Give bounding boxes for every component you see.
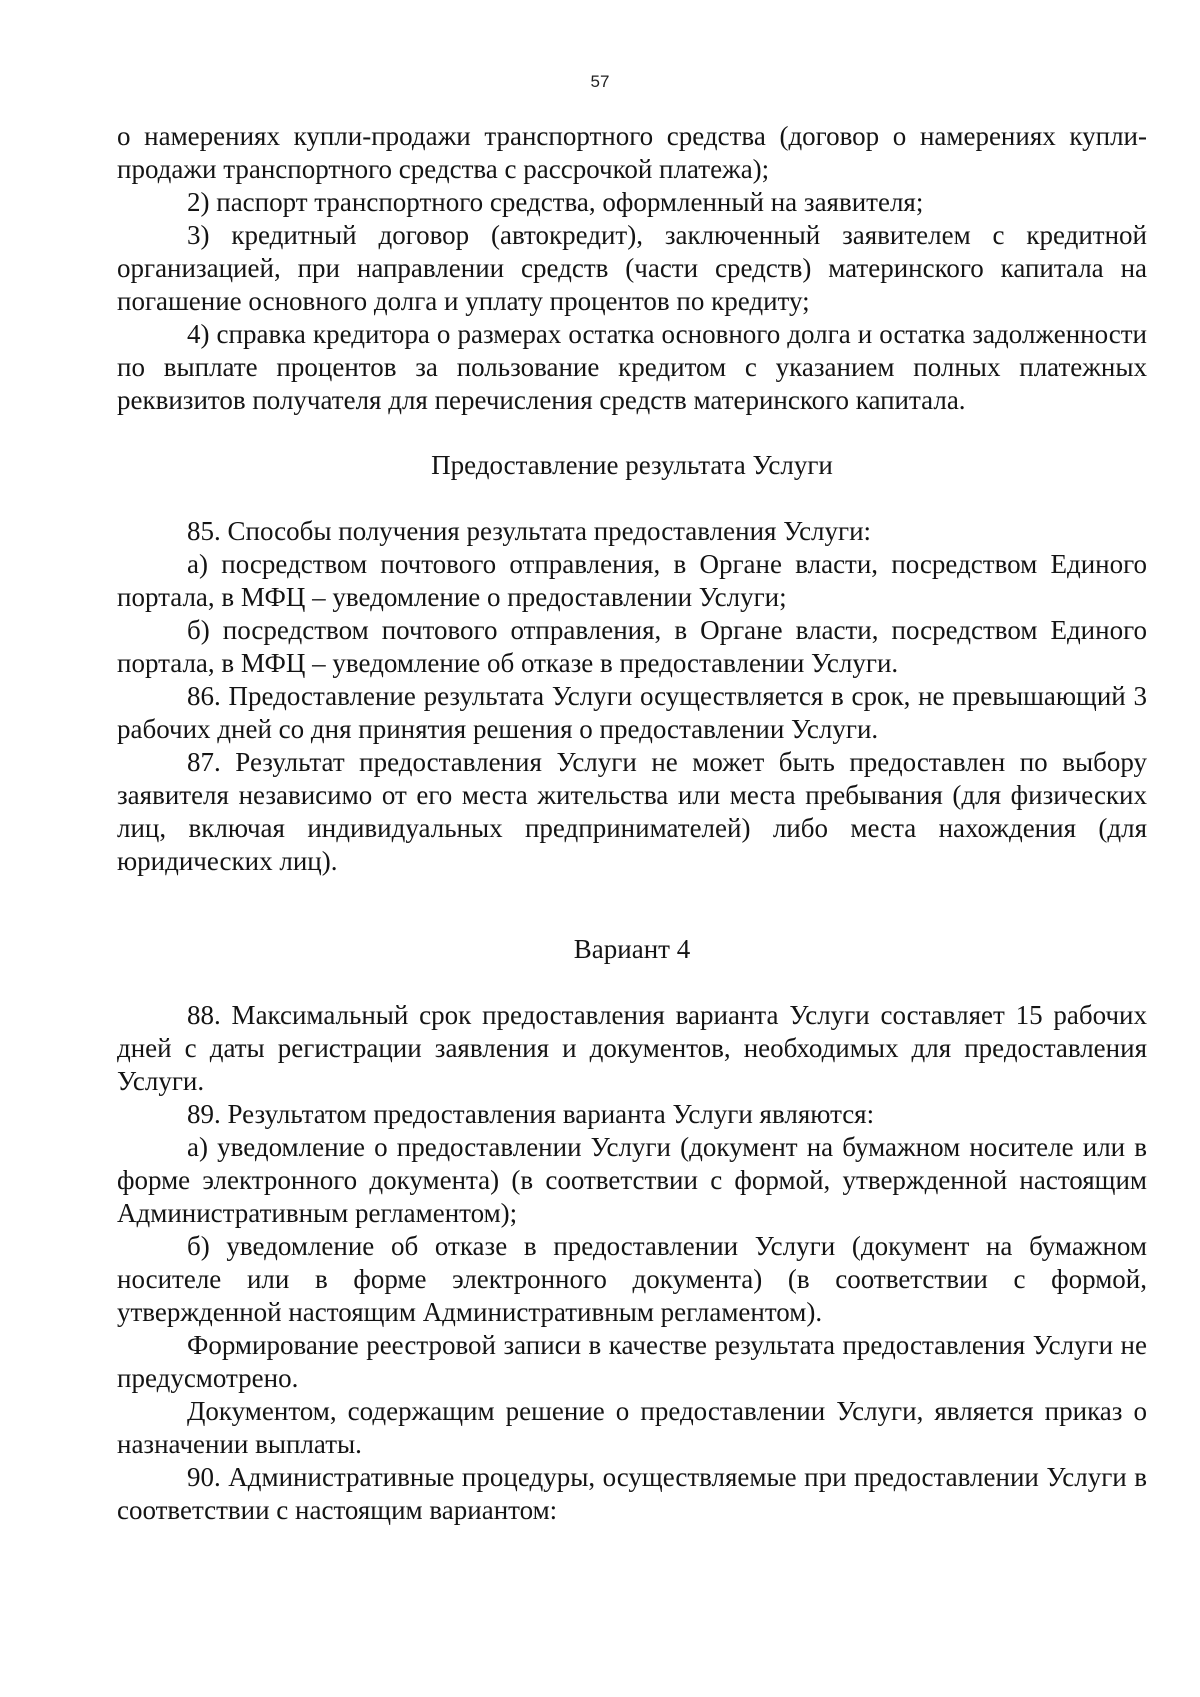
paragraph-85: 85. Способы получения результата предоставления Услуги:	[187, 516, 872, 546]
paragraph-88: 88. Максимальный срок предоставления варианта Услуги составляет 15 рабочих дней с даты регистрации заявления и документов, необходимых для предоставления Услуги.	[117, 1000, 1147, 1096]
paragraph-continuation: о намерениях купли-продажи транспортного средства (договор о намерениях купли-продажи транспортного средства с рассрочкой платежа);	[117, 121, 1147, 184]
paragraph-89-a: а) уведомление о предоставлении Услуги (документ на бумажном носителе или в форме электронного документа) (в соответствии с формой, утвержденной настоящим Административным регламентом);	[117, 1132, 1147, 1228]
paragraph-90: 90. Административные процедуры, осуществляемые при предоставлении Услуги в соответствии с настоящим вариантом:	[117, 1462, 1147, 1525]
list-item-2: 2) паспорт транспортного средства, оформленный на заявителя;	[187, 187, 924, 217]
section-heading-variant-4: Вариант 4	[573, 934, 691, 964]
paragraph-86: 86. Предоставление результата Услуги осуществляется в срок, не превышающий 3 рабочих дней со дня принятия решения о предоставлении Услуги.	[117, 681, 1147, 744]
section-heading-result: Предоставление результата Услуги	[431, 450, 833, 480]
paragraph-85-a: а) посредством почтового отправления, в Органе власти, посредством Единого портала, в МФЦ – уведомление о предоставлении Услуги;	[117, 549, 1147, 612]
document-body	[117, 120, 1147, 1527]
paragraph-85-b: б) посредством почтового отправления, в Органе власти, посредством Единого портала, в МФЦ – уведомление об отказе в предоставлении Услуги.	[117, 615, 1147, 678]
paragraph-decision-document: Документом, содержащим решение о предоставлении Услуги, является приказ о назначении выплаты.	[117, 1396, 1147, 1459]
list-item-4: 4) справка кредитора о размерах остатка основного долга и остатка задолженности по выплате процентов за пользование кредитом с указанием полных платежных реквизитов получателя для перечисления средств материнского капитала.	[117, 319, 1147, 415]
page-number: 57	[590, 72, 610, 91]
list-item-3: 3) кредитный договор (автокредит), заключенный заявителем с кредитной организацией, при направлении средств (части средств) материнского капитала на погашение основного долга и уплату процентов по кредиту;	[117, 220, 1147, 316]
paragraph-registry-record: Формирование реестровой записи в качестве результата предоставления Услуги не предусмотрено.	[117, 1330, 1147, 1393]
paragraph-89-b: б) уведомление об отказе в предоставлении Услуги (документ на бумажном носителе или в форме электронного документа) (в соответствии с формой, утвержденной настоящим Административным регламентом).	[117, 1231, 1147, 1327]
paragraph-89: 89. Результатом предоставления варианта Услуги являются:	[187, 1099, 875, 1129]
paragraph-87: 87. Результат предоставления Услуги не может быть предоставлен по выбору заявителя независимо от его места жительства или места пребывания (для физических лиц, включая индивидуальных предпринимателей) либо места нахождения (для юридических лиц).	[117, 747, 1147, 876]
